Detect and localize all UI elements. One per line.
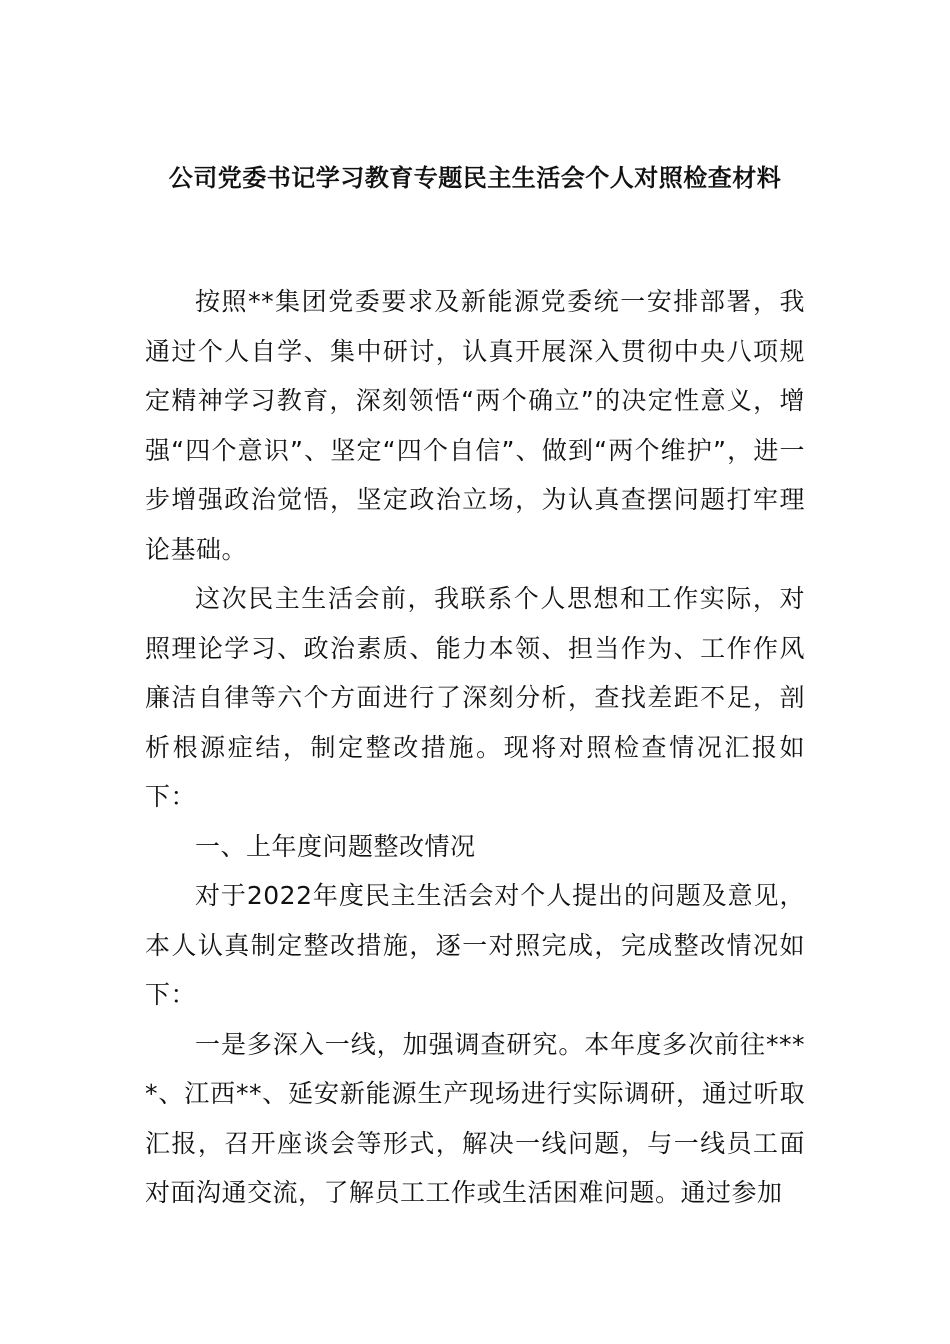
paragraph-rectification-summary: 对于2022年度民主生活会对个人提出的问题及意见，本人认真制定整改措施，逐一对照完成，完成整改情况如下： <box>145 881 805 1009</box>
paragraph-preparation: 这次民主生活会前，我联系个人思想和工作实际，对照理论学习、政治素质、能力本领、担当作为、工作作风廉洁自律等六个方面进行了深刻分析，查找差距不足，剖析根源症结，制定整改措施。现将对照检查情况汇报如下： <box>145 584 805 811</box>
document-title: 公司党委书记学习教育专题民主生活会个人对照检查材料 <box>168 164 782 192</box>
document-body <box>145 277 805 1218</box>
paragraph-rectification-item-1: 一是多深入一线，加强调查研究。本年度多次前往****、江西**、延安新能源生产现场进行实际调研，通过听取汇报，召开座谈会等形式，解决一线问题，与一线员工面对面沟通交流，了解员工工作或生活困难问题。通过参加 <box>145 1029 805 1207</box>
paragraph-intro: 按照**集团党委要求及新能源党委统一安排部署，我通过个人自学、集中研讨，认真开展深入贯彻中央八项规定精神学习教育，深刻领悟“两个确立”的决定性意义，增强“四个意识”、坚定“四个自信”、做到“两个维护”，进一步增强政治觉悟，坚定政治立场，为认真查摆问题打牢理论基础。 <box>145 287 805 564</box>
section-heading-1: 一、上年度问题整改情况 <box>195 831 476 861</box>
